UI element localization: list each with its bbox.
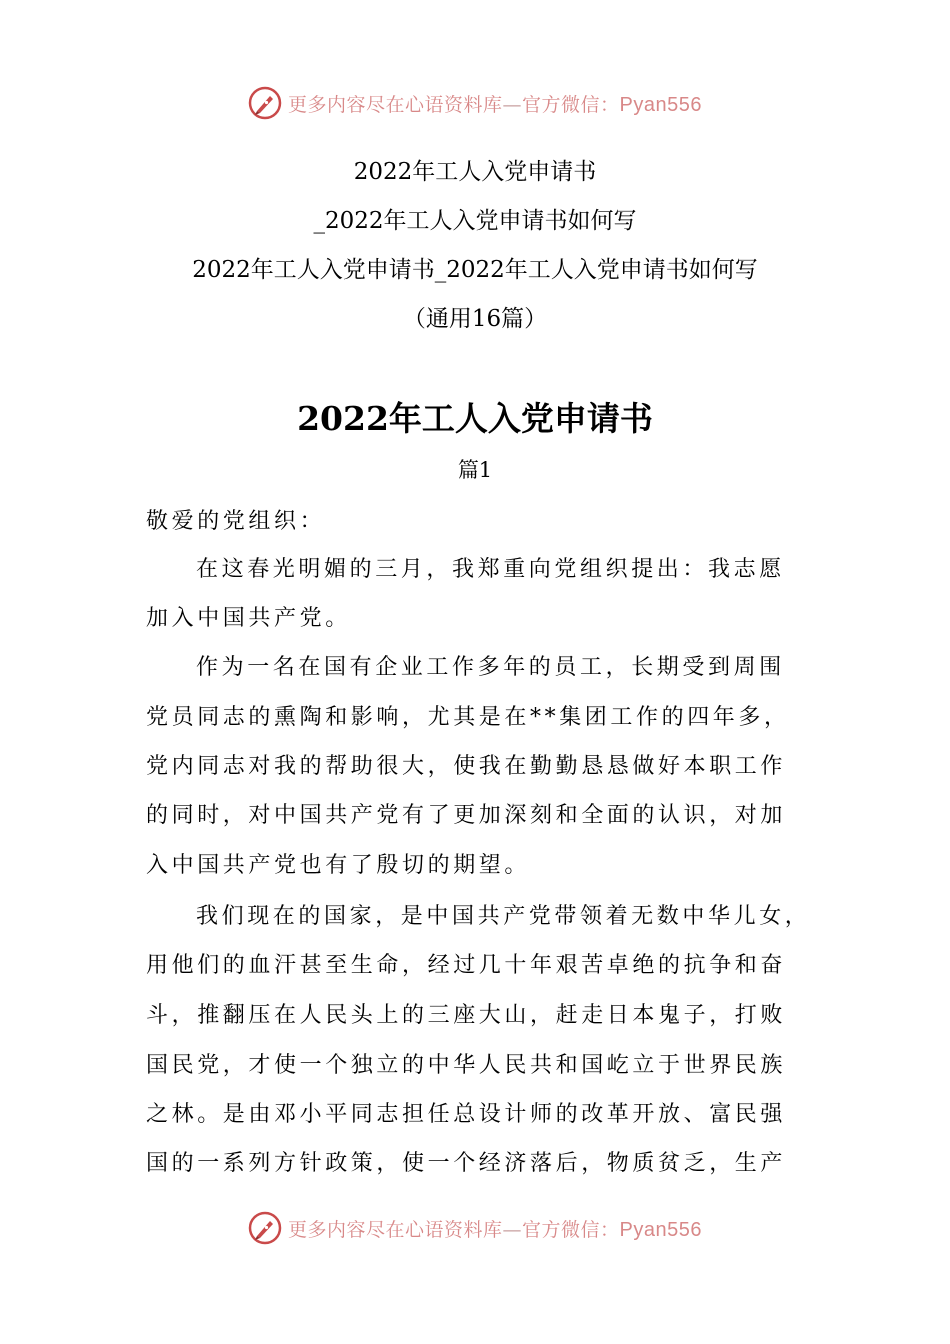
- body-line: 国的一系列方针政策，使一个经济落后，物质贫乏，生产: [146, 1151, 787, 1176]
- header-line-3: 2022年工人入党申请书_2022年工人入党申请书如何写: [192, 257, 758, 283]
- body-line: 斗，推翻压在人民头上的三座大山，赶走日本鬼子，打败: [146, 1003, 787, 1028]
- watermark-text: [288, 90, 702, 117]
- pen-nib-logo-icon: [248, 1211, 282, 1245]
- pen-nib-logo-icon: [248, 86, 282, 120]
- watermark-header: [0, 83, 950, 123]
- body-line: 作为一名在国有企业工作多年的员工，长期受到周围: [196, 655, 785, 680]
- watermark-footer: [0, 1208, 950, 1248]
- watermark-prefix: 更多内容尽在心语资料库: [288, 93, 503, 116]
- body-line: 加入中国共产党。: [146, 606, 351, 631]
- body-line: 我们现在的国家，是中国共产党带领着无数中华儿女，: [196, 904, 811, 929]
- body-line: 在这春光明媚的三月，我郑重向党组织提出：我志愿: [196, 557, 785, 582]
- watermark-text: [288, 1215, 702, 1242]
- header-line-2: _2022年工人入党申请书如何写: [313, 208, 637, 234]
- watermark-account: Pyan556: [619, 93, 702, 116]
- main-title: 2022年工人入党申请书: [297, 399, 653, 438]
- body-line: 党内同志对我的帮助很大，使我在勤勤恳恳做好本职工作: [146, 754, 787, 779]
- header-line-1: 2022年工人入党申请书: [353, 159, 597, 185]
- body-line: 国民党，才使一个独立的中华人民共和国屹立于世界民族: [146, 1053, 787, 1078]
- body-line: 之林。是由邓小平同志担任总设计师的改革开放、富民强: [146, 1102, 787, 1127]
- watermark-label: 官方微信：: [522, 93, 620, 116]
- part-label: 篇1: [457, 458, 493, 482]
- body-line: 敬爱的党组织：: [146, 509, 326, 534]
- body-line: 党员同志的熏陶和影响，尤其是在**集团工作的四年多，: [146, 705, 790, 730]
- header-line-4: （通用16篇）: [402, 306, 548, 332]
- watermark-prefix: 更多内容尽在心语资料库: [288, 1218, 503, 1241]
- watermark-separator: —: [502, 93, 523, 116]
- body-line: 的同时，对中国共产党有了更加深刻和全面的认识，对加: [146, 803, 787, 828]
- watermark-label: 官方微信：: [522, 1218, 620, 1241]
- watermark-account: Pyan556: [619, 1218, 702, 1241]
- body-line: 用他们的血汗甚至生命，经过几十年艰苦卓绝的抗争和奋: [146, 953, 787, 978]
- body-line: 入中国共产党也有了殷切的期望。: [146, 853, 531, 878]
- watermark-separator: —: [502, 1218, 523, 1241]
